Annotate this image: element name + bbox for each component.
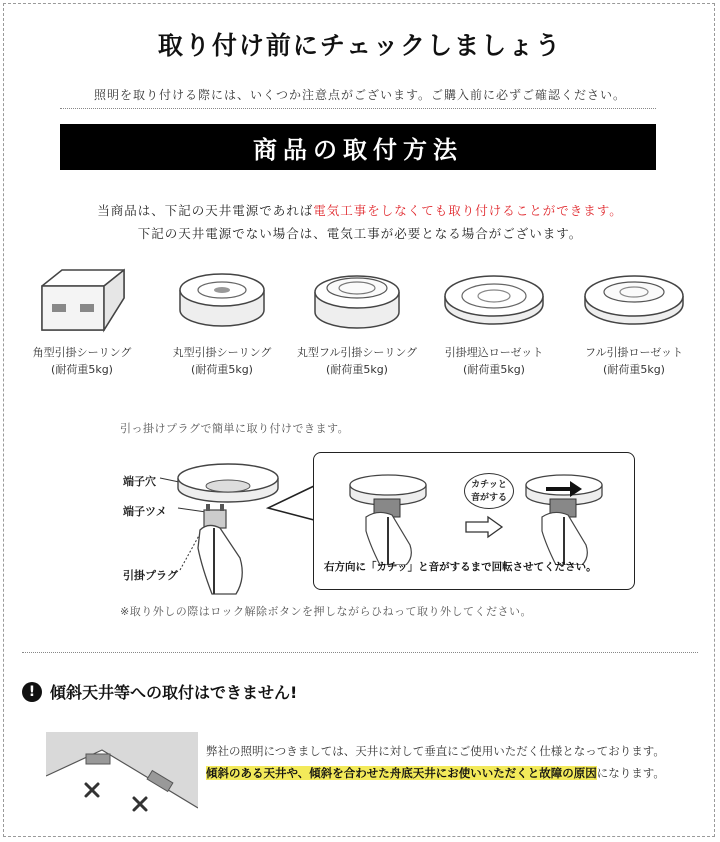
square-ceiling-icon [32,264,132,336]
warning-heading [22,680,297,703]
label-terminal-hole: 端子穴 [123,475,156,488]
fixture-round-full-ceiling [287,264,427,378]
callout-box [313,452,635,590]
warning-title: 傾斜天井等への取付はできません! [50,683,298,702]
intro-text: 照明を取り付ける際には、いくつか注意点がございます。ご購入前に必ずご確認ください。 [93,88,627,102]
click-bubble-line-1: カチッと [471,480,507,490]
fixture-load: (耐荷重5kg) [326,363,388,376]
fixture-embedded-rosette [424,264,564,378]
round-ceiling-icon [172,264,272,336]
rotate-before-illustration [344,465,434,565]
fixture-load: (耐荷重5kg) [191,363,253,376]
fixture-load: (耐荷重5kg) [463,363,525,376]
warning-text-2 [206,762,706,784]
sloped-ceiling-illustration [46,732,198,822]
rotate-after-illustration [520,465,610,565]
fixture-round-ceiling [152,264,292,378]
plug-lead-text: 引っ掛けプラグで簡単に取り付けできます。 [120,422,350,435]
fixture-name: 引掛埋込ローゼット [444,346,544,359]
full-rosette-icon [579,264,689,336]
desc-line-1 [0,201,720,219]
page-title: 取り付け前にチェックしましょう [157,31,563,60]
click-bubble [464,473,514,509]
divider [60,108,656,109]
fixture-load: (耐荷重5kg) [51,363,113,376]
label-terminal-claw: 端子ツメ [123,505,167,518]
desc-text: 当商品は、下記の天井電源であれば [97,203,314,218]
fixture-name: 角型引掛シーリング [32,346,132,359]
embedded-rosette-icon [439,264,549,336]
round-full-ceiling-icon [307,264,407,336]
removal-note: ※取り外しの際はロック解除ボタンを押しながらひねって取り外してください。 [120,605,532,618]
fixture-square-ceiling [12,264,152,378]
click-bubble-line-2: 音がする [470,493,507,503]
fixture-name: 丸型引掛シーリング [172,346,272,359]
fixture-full-rosette [564,264,704,378]
exclamation-icon: ! [22,682,42,702]
label-hook-plug: 引掛プラグ [123,569,178,582]
fixture-name: フル引掛ローゼット [584,346,684,359]
section-banner [60,124,656,170]
fixture-name: 丸型フル引掛シーリング [296,346,418,359]
divider-2 [22,652,698,653]
fixture-load: (耐荷重5kg) [603,363,665,376]
rotate-instruction: 右方向に「カチッ」と音がするまで回転させてください。 [324,561,597,573]
warning-text-1: 弊社の照明につきましては、天井に対して垂直にご使用いただく仕様となっております。 [206,744,665,758]
callout-pointer [266,484,316,524]
warning-highlight: 傾斜のある天井や、傾斜を合わせた舟底天井にお使いいただくと故障の原因 [206,766,597,780]
warning-text-2-rest: になります。 [596,766,665,780]
banner-label: 商品の取付方法 [253,135,463,164]
desc-line-2: 下記の天井電源でない場合は、電気工事が必要となる場合がございます。 [137,226,583,241]
desc-highlight-red: 電気工事をしなくても取り付けることができます。 [313,203,623,218]
arrow-right-icon [464,515,504,539]
warning-body [206,740,706,784]
